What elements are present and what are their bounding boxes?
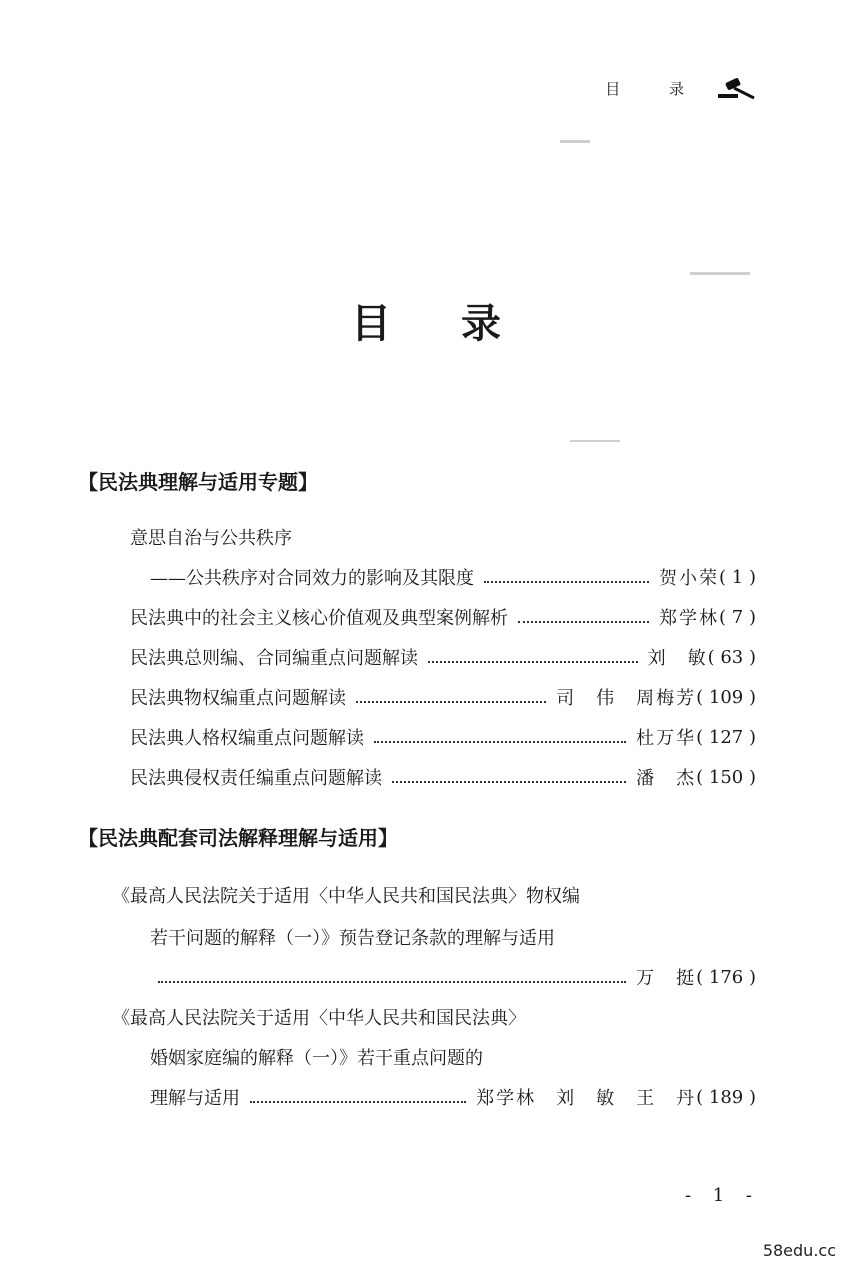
entry-title: 民法典中的社会主义核心价值观及典型案例解析 (130, 608, 508, 629)
entry-title: 民法典物权编重点问题解读 (130, 688, 346, 709)
page-number: - 1 - (684, 1185, 760, 1206)
toc-entry-8-line2[interactable] (150, 1042, 756, 1072)
entry-author: 郑学林 刘 敏 王 丹 (476, 1088, 697, 1109)
header-label: 目 录 (605, 79, 706, 98)
leader-dots (250, 1099, 466, 1103)
section-heading-2: 【民法典配套司法解释理解与适用】 (78, 826, 398, 850)
leader-dots (484, 579, 649, 583)
leader-dots (158, 979, 626, 983)
running-header (605, 76, 756, 100)
scan-speck (570, 440, 620, 442)
scan-speck (690, 272, 750, 275)
entry-author: 潘 杰 (636, 768, 697, 789)
toc-entry-8[interactable] (112, 1002, 756, 1032)
toc-entry-8-line3[interactable] (150, 1082, 756, 1112)
toc-entry-7-line3[interactable] (158, 962, 756, 992)
leader-dots (356, 699, 546, 703)
gavel-icon (716, 76, 756, 100)
entry-title: 《最高人民法院关于适用〈中华人民共和国民法典〉 (112, 1008, 526, 1029)
entry-page: ( 189 ) (696, 1086, 756, 1108)
toc-entry-7[interactable] (112, 880, 756, 910)
toc-entry-2[interactable] (130, 602, 756, 632)
entry-author: 司 伟 周梅芳 (556, 688, 697, 709)
toc-entry-1-subtitle[interactable] (150, 562, 756, 592)
entry-title-cont: 婚姻家庭编的解释（一）》若干重点问题的 (150, 1048, 483, 1069)
section-heading-1: 【民法典理解与适用专题】 (78, 470, 318, 494)
entry-title: 《最高人民法院关于适用〈中华人民共和国民法典〉物权编 (112, 886, 580, 907)
entry-page: ( 63 ) (707, 646, 756, 668)
entry-author: 万 挺 (636, 968, 697, 989)
toc-entry-7-line2[interactable] (150, 922, 756, 952)
entry-page: ( 1 ) (719, 566, 756, 588)
leader-dots (428, 659, 638, 663)
toc-entry-6[interactable] (130, 762, 756, 792)
leader-dots (392, 779, 626, 783)
toc-entry-1[interactable] (130, 522, 756, 552)
entry-page: ( 150 ) (696, 766, 756, 788)
entry-title: 民法典人格权编重点问题解读 (130, 728, 364, 749)
toc-entry-4[interactable] (130, 682, 756, 712)
entry-page: ( 7 ) (719, 606, 756, 628)
entry-title-cont: 若干问题的解释（一）》预告登记条款的理解与适用 (150, 928, 555, 949)
watermark: 58edu.cc (762, 1241, 836, 1260)
entry-page: ( 127 ) (696, 726, 756, 748)
leader-dots (518, 619, 649, 623)
toc-entry-5[interactable] (130, 722, 756, 752)
entry-title: 民法典总则编、合同编重点问题解读 (130, 648, 418, 669)
page-title: 目录 (351, 301, 571, 347)
entry-title: 意思自治与公共秩序 (130, 528, 292, 549)
entry-page: ( 109 ) (696, 686, 756, 708)
entry-subtitle: ——公共秩序对合同效力的影响及其限度 (150, 568, 474, 589)
leader-dots (374, 739, 626, 743)
entry-author: 杜万华 (636, 728, 697, 749)
entry-author: 郑学林 (659, 608, 720, 629)
entry-title: 民法典侵权责任编重点问题解读 (130, 768, 382, 789)
entry-author: 贺小荣 (659, 568, 720, 589)
entry-page: ( 176 ) (696, 966, 756, 988)
entry-author: 刘 敏 (647, 648, 708, 669)
scan-speck (560, 140, 590, 143)
entry-title-cont: 理解与适用 (150, 1088, 240, 1109)
toc-entry-3[interactable] (130, 642, 756, 672)
